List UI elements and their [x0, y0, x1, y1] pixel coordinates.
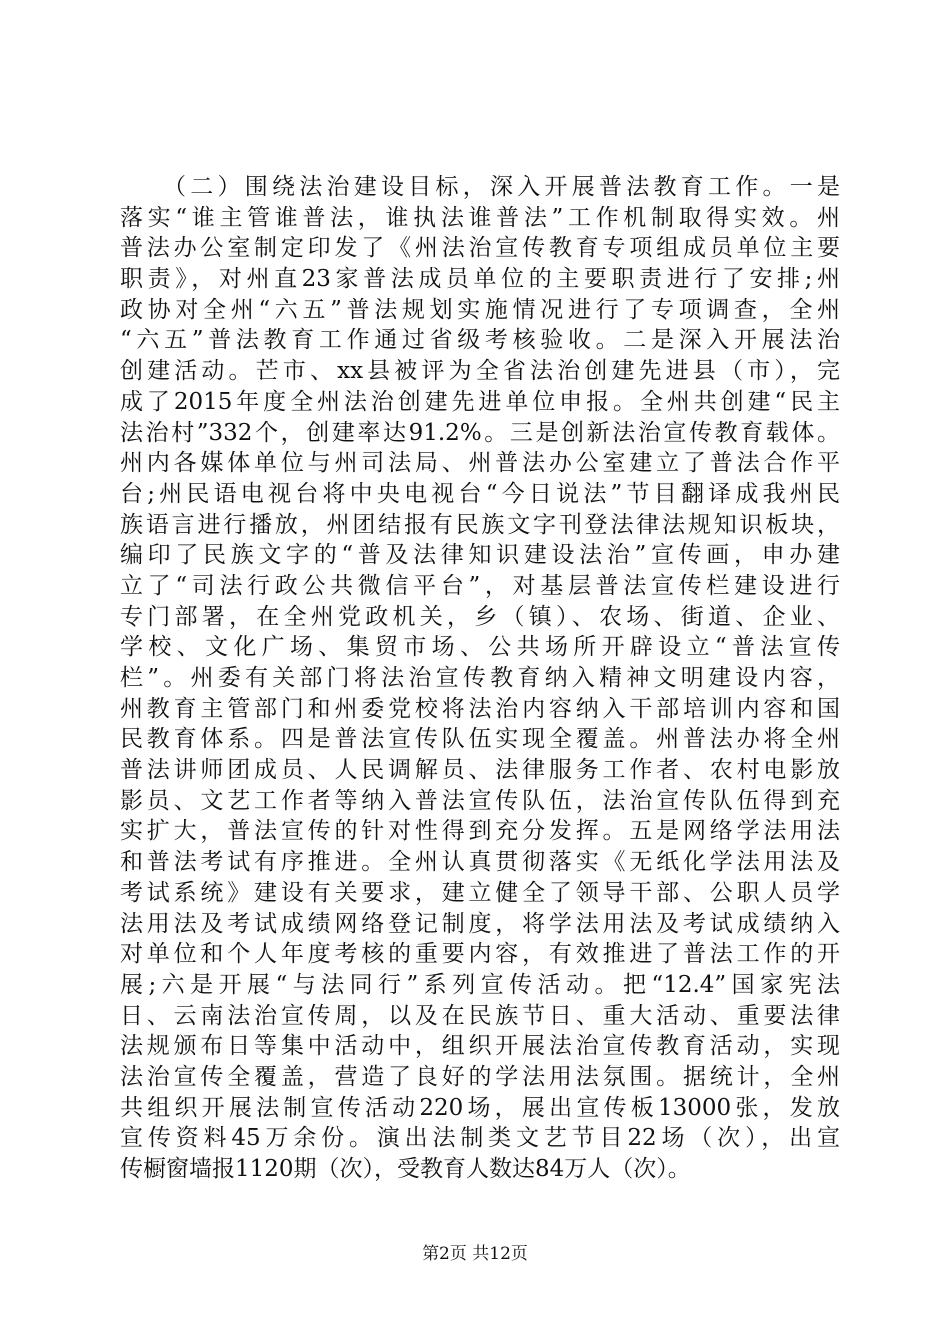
text-line: 和普法考试有序推进。全州认真贯彻落实《无纸化学法用法及: [120, 849, 840, 876]
text-line: 立了“司法行政公共微信平台”，对基层普法宣传栏建设进行: [120, 572, 840, 599]
text-line: 落实“谁主管谁普法，谁执法谁普法”工作机制取得实效。州: [120, 204, 840, 231]
text-line: 日、云南法治宣传周，以及在民族节日、重大活动、重要法律: [120, 1002, 840, 1029]
text-line: 创建活动。芒市、xx县被评为全省法治创建先进县（市），完: [120, 358, 840, 385]
text-line: （二）围绕法治建设目标，深入开展普法教育工作。一是: [120, 174, 840, 200]
text-line: 考试系统》建设有关要求，建立健全了领导干部、公职人员学: [120, 879, 840, 906]
text-line: 台;州民语电视台将中央电视台“今日说法”节目翻译成我州民: [120, 480, 840, 507]
text-line: 法治宣传全覆盖，营造了良好的学法用法氛围。据统计，全州: [120, 1063, 840, 1090]
text-line: 法治村”332个，创建率达91.2%。三是创新法治宣传教育载体。: [120, 419, 840, 446]
text-line: 普法讲师团成员、人民调解员、法律服务工作者、农村电影放: [120, 757, 840, 784]
text-line: 法规颁布日等集中活动中，组织开展法治宣传教育活动，实现: [120, 1033, 840, 1060]
text-line: 专门部署，在全州党政机关，乡（镇）、农场、街道、企业、: [120, 603, 840, 630]
text-line: 对单位和个人年度考核的重要内容，有效推进了普法工作的开: [120, 941, 840, 968]
text-line: 普法办公室制定印发了《州法治宣传教育专项组成员单位主要: [120, 235, 840, 262]
text-line: 州内各媒体单位与州司法局、州普法办公室建立了普法合作平: [120, 450, 840, 477]
text-line: 栏”。州委有关部门将法治宣传教育纳入精神文明建设内容，: [120, 665, 840, 691]
body-paragraph: [120, 172, 840, 1185]
text-line: 族语言进行播放，州团结报有民族文字刊登法律法规知识板块，: [120, 511, 840, 538]
text-line: 学校、文化广场、集贸市场、公共场所开辟设立“普法宣传: [120, 634, 840, 661]
text-line: 展;六是开展“与法同行”系列宣传活动。把“12.4”国家宪法: [120, 971, 840, 998]
text-line: 法用法及考试成绩网络登记制度，将学法用法及考试成绩纳入: [120, 910, 840, 937]
text-line: 职责》，对州直23家普法成员单位的主要职责进行了安排;州: [120, 266, 840, 293]
text-line: 政协对全州“六五”普法规划实施情况进行了专项调查，全州: [120, 296, 840, 323]
text-line: 传橱窗墙报1120期（次），受教育人数达84万人（次）。: [120, 1156, 691, 1182]
text-line: 共组织开展法制宣传活动220场，展出宣传板13000张，发放: [120, 1094, 840, 1121]
page-number: 第2页 共12页: [422, 1244, 528, 1264]
text-line: 宣传资料45万余份。演出法制类文艺节目22场（次），出宣: [120, 1125, 840, 1152]
text-line: “六五”普法教育工作通过省级考核验收。二是深入开展法治: [120, 327, 840, 354]
text-line: 民教育体系。四是普法宣传队伍实现全覆盖。州普法办将全州: [120, 726, 840, 753]
text-line: 成了2015年度全州法治创建先进单位申报。全州共创建“民主: [120, 388, 840, 415]
text-line: 州教育主管部门和州委党校将法治内容纳入干部培训内容和国: [120, 695, 840, 722]
text-line: 编印了民族文字的“普及法律知识建设法治”宣传画，申办建: [120, 542, 840, 569]
text-line: 影员、文艺工作者等纳入普法宣传队伍，法治宣传队伍得到充: [120, 787, 840, 814]
text-line: 实扩大，普法宣传的针对性得到充分发挥。五是网络学法用法: [120, 818, 840, 845]
